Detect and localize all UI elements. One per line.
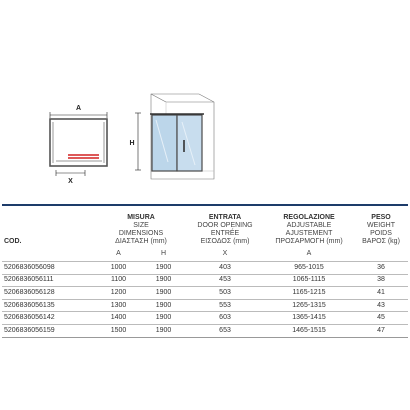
cell-x: 403 [186, 262, 264, 275]
table-header-row [2, 205, 408, 248]
cell-weight: 36 [354, 262, 408, 275]
table-body [2, 262, 408, 338]
drawings-svg [0, 0, 410, 200]
header-size [96, 205, 186, 248]
subheader-h: H [141, 248, 186, 262]
subheader-x: X [186, 248, 264, 262]
header-code: COD. [2, 205, 96, 248]
plan-diagram [50, 105, 107, 185]
cell-code: 5206836056111 [2, 274, 96, 287]
table-row [2, 299, 408, 312]
header-entry [186, 205, 264, 248]
cell-weight: 47 [354, 324, 408, 337]
cell-weight: 43 [354, 299, 408, 312]
fixed-glass-panel [152, 115, 177, 171]
cell-code: 5206836056135 [2, 299, 96, 312]
table-row [2, 262, 408, 275]
view3d-diagram [129, 94, 214, 179]
header-adjust-line: ΠΡΟΣΑΡΜΟΓΗ (mm) [275, 237, 343, 245]
cell-h: 1900 [141, 262, 186, 275]
dimension-h-label: H [129, 140, 135, 147]
table-row [2, 312, 408, 325]
header-weight-line: WEIGHT [367, 221, 396, 229]
cell-a: 1400 [96, 312, 141, 325]
cell-code: 5206836056159 [2, 324, 96, 337]
table-subheader-row [2, 248, 408, 262]
cell-a: 1200 [96, 287, 141, 300]
cell-weight: 45 [354, 312, 408, 325]
header-size-line: DIMENSIONS [118, 229, 164, 237]
cell-a: 1000 [96, 262, 141, 275]
header-weight-title: PESO [371, 213, 391, 221]
header-weight-line: ΒΑΡΟΣ (kg) [362, 237, 400, 245]
cell-h: 1900 [141, 324, 186, 337]
cell-x: 503 [186, 287, 264, 300]
cell-a: 1100 [96, 274, 141, 287]
cell-x: 653 [186, 324, 264, 337]
cell-code: 5206836056128 [2, 287, 96, 300]
subheader-adj-a: A [264, 248, 354, 262]
cell-h: 1900 [141, 287, 186, 300]
header-size-line: ΔΙΑΣΤΑΣΗ (mm) [115, 237, 167, 245]
cell-weight: 41 [354, 287, 408, 300]
cell-h: 1900 [141, 312, 186, 325]
cell-x: 603 [186, 312, 264, 325]
cell-code: 5206836056142 [2, 312, 96, 325]
subheader-weight-empty [354, 248, 408, 262]
header-adjust [264, 205, 354, 248]
cell-adjust: 1365-1415 [264, 312, 354, 325]
cell-adjust: 1465-1515 [264, 324, 354, 337]
header-weight-line: POIDS [370, 229, 392, 237]
cell-x: 453 [186, 274, 264, 287]
cell-a: 1300 [96, 299, 141, 312]
header-size-title: MISURA [127, 213, 155, 221]
subheader-empty [2, 248, 96, 262]
cell-code: 5206836056098 [2, 262, 96, 275]
cell-adjust: 1165-1215 [264, 287, 354, 300]
header-adjust-line: ADJUSTABLE [286, 221, 332, 229]
cell-a: 1500 [96, 324, 141, 337]
header-entry-line: ΕΙΣΟΔΟΣ (mm) [200, 237, 250, 245]
subheader-a: A [96, 248, 141, 262]
technical-drawings [0, 0, 410, 200]
header-adjust-title: REGOLAZIONE [283, 213, 335, 221]
cell-adjust: 965-1015 [264, 262, 354, 275]
spec-table [2, 204, 408, 338]
header-weight [354, 205, 408, 248]
dimension-a-label: A [75, 105, 82, 112]
cell-h: 1900 [141, 299, 186, 312]
table-row [2, 274, 408, 287]
cell-x: 553 [186, 299, 264, 312]
header-entry-line: ENTRÉE [210, 229, 240, 237]
header-adjust-line: AJUSTEMENT [285, 229, 333, 237]
cell-h: 1900 [141, 274, 186, 287]
cell-adjust: 1265-1315 [264, 299, 354, 312]
header-size-line: SIZE [133, 221, 149, 229]
table-row [2, 324, 408, 337]
plan-frame [50, 119, 107, 166]
header-entry-title: ENTRATA [208, 213, 242, 221]
cell-weight: 38 [354, 274, 408, 287]
sliding-glass-panel [177, 115, 202, 171]
header-entry-line: DOOR OPENING [197, 221, 253, 229]
cell-adjust: 1065-1115 [264, 274, 354, 287]
table-row [2, 287, 408, 300]
dimension-x-label: X [68, 178, 73, 185]
